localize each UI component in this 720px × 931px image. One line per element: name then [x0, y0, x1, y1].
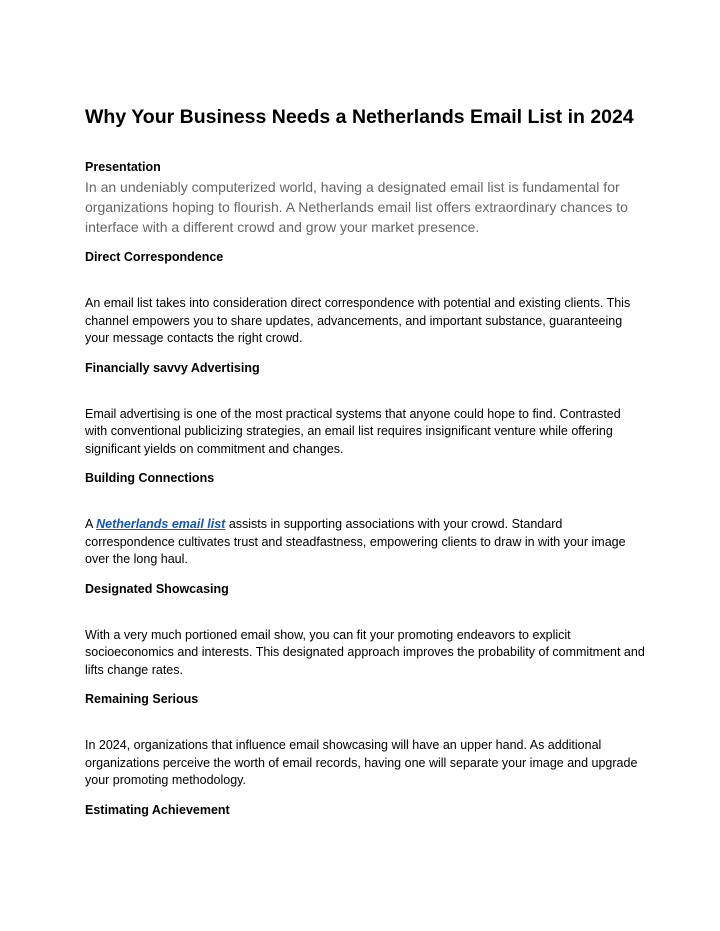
- section-heading-designated-showcasing: Designated Showcasing: [85, 581, 229, 596]
- body-suffix: assists in supporting associations with your crowd. Standard correspondence cultivates trust and steadfastness, empowering clients to draw in with your image over the long haul.: [85, 517, 626, 566]
- section-heading-building-connections: Building Connections: [85, 471, 215, 485]
- intro-heading: Presentation: [85, 160, 161, 174]
- section-body-building-connections: [85, 516, 645, 569]
- body-prefix: A: [85, 517, 97, 531]
- section-heading-remaining-serious: Remaining Serious: [85, 692, 199, 706]
- page-title: Why Your Business Needs a Netherlands Email List in 2024: [85, 106, 634, 128]
- section-body-direct-correspondence: An email list takes into consideration direct correspondence with potential and existing clients. This channel empowers you to share updates, advancements, and important substance, guaranteeing your message contacts the right crowd.: [85, 296, 631, 345]
- section-body-remaining-serious: In 2024, organizations that influence email showcasing will have an upper hand. As additional organizations perceive the worth of email records, having one will separate your image and upgrade your promoting methodology.: [85, 738, 638, 787]
- document-body: [85, 103, 645, 819]
- section-heading-financially-savvy-advertising: Financially savvy Advertising: [85, 360, 260, 375]
- netherlands-email-list-link[interactable]: Netherlands email list: [96, 517, 226, 531]
- intro-body: In an undeniably computerized world, having a designated email list is fundamental for organizations hoping to flourish. A Netherlands email list offers extraordinary chances to interface with a different crowd and grow your market presence.: [85, 179, 628, 235]
- section-body-designated-showcasing: With a very much portioned email show, you can fit your promoting endeavors to explicit socioeconomics and interests. This designated approach improves the probability of commitment and lifts change rates.: [85, 627, 645, 677]
- section-body-financially-savvy-advertising: Email advertising is one of the most practical systems that anyone could hope to find. Contrasted with conventional publicizing strategies, an email list requires insignificant venture while offering significant yields on commitment and changes.: [85, 406, 621, 456]
- section-heading-estimating-achievement: Estimating Achievement: [85, 802, 230, 817]
- section-heading-direct-correspondence: Direct Correspondence: [85, 250, 224, 264]
